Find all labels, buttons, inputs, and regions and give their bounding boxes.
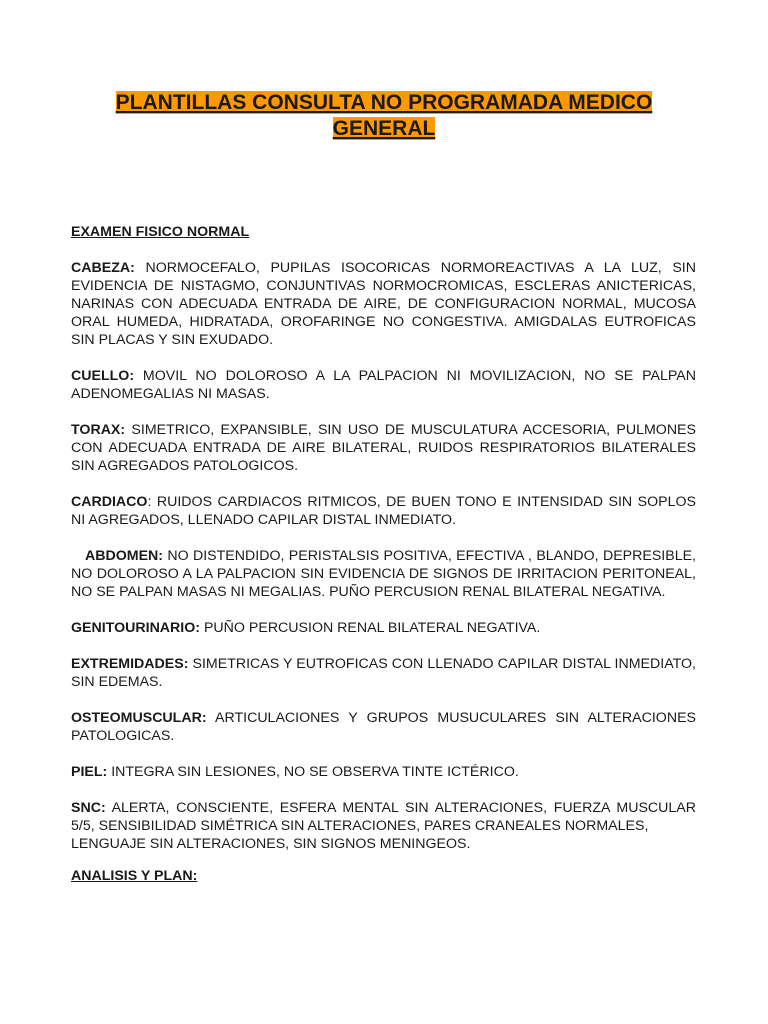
section-abdomen: [71, 547, 696, 601]
genitourinario-text: PUÑO PERCUSION RENAL BILATERAL NEGATIVA.: [200, 620, 541, 636]
torax-label: TORAX:: [71, 422, 126, 438]
document-body: [71, 223, 696, 903]
cuello-text: MOVIL NO DOLOROSO A LA PALPACION NI MOVILIZACION, NO SE PALPAN ADENOMEGALIAS NI MASAS.: [71, 368, 696, 402]
section-cuello: [71, 367, 696, 403]
title-line-1: PLANTILLAS CONSULTA NO PROGRAMADA MEDICO: [115, 91, 653, 114]
cabeza-text: NORMOCEFALO, PUPILAS ISOCORICAS NORMOREACTIVAS A LA LUZ, SIN EVIDENCIA DE NISTAGMO, CONJUNTIVAS NORMOCROMICAS, ESCLERAS ANICTERICAS, NARINAS CON ADECUADA ENTRADA DE AIRE, DE CONFIGURACION NORMAL, MUCOSA ORAL HUMEDA, HIDRATADA, OROFARINGE NO CONGESTIVA. AMIGDALAS EUTROFICAS SIN PLACAS Y SIN EXUDADO.: [71, 260, 696, 348]
document-title: [80, 90, 688, 142]
abdomen-text: NO DISTENDIDO, PERISTALSIS POSITIVA, EFECTIVA , BLANDO, DEPRESIBLE, NO DOLOROSO A LA PALPACION SIN EVIDENCIA DE SIGNOS DE IRRITACION PERITONEAL, NO SE PALPAN MASAS NI MEGALIAS. PUÑO PERCUSION RENAL BILATERAL NEGATIVA.: [71, 548, 696, 600]
section-extremidades: [71, 655, 696, 691]
osteomuscular-label: OSTEOMUSCULAR:: [71, 710, 207, 726]
osteomuscular-text: ARTICULACIONES Y GRUPOS MUSUCULARES SIN ALTERACIONES PATOLOGICAS.: [71, 710, 696, 744]
cabeza-label: CABEZA:: [71, 260, 135, 276]
cuello-label: CUELLO:: [71, 368, 135, 384]
section-piel: [71, 763, 696, 781]
section-snc: [71, 799, 696, 853]
abdomen-label: ABDOMEN:: [85, 548, 164, 564]
plan-heading-text: ANALISIS Y PLAN:: [71, 868, 198, 884]
cardiaco-text: : RUIDOS CARDIACOS RITMICOS, DE BUEN TONO E INTENSIDAD SIN SOPLOS NI AGREGADOS, LLENADO CAPILAR DISTAL INMEDIATO.: [71, 494, 696, 528]
snc-text: ALERTA, CONSCIENTE, ESFERA MENTAL SIN ALTERACIONES, FUERZA MUSCULAR 5/5, SENSIBILIDAD SIMÉTRICA SIN ALTERACIONES, PARES CRANEALES NORMALES,: [71, 800, 696, 834]
snc-label: SNC:: [71, 800, 106, 816]
genitourinario-label: GENITOURINARIO:: [71, 620, 201, 636]
cardiaco-label: CARDIACO: [71, 494, 148, 510]
section-osteomuscular: [71, 709, 696, 745]
extremidades-text: SIMETRICAS Y EUTROFICAS CON LLENADO CAPILAR DISTAL INMEDIATO, SIN EDEMAS.: [71, 656, 696, 690]
section-cardiaco: [71, 493, 696, 529]
piel-label: PIEL:: [71, 764, 108, 780]
plan-section-heading: [71, 867, 696, 885]
snc-text-line-2: LENGUAJE SIN ALTERACIONES, SIN SIGNOS MENINGEOS.: [71, 836, 471, 852]
title-line-2: GENERAL: [332, 117, 436, 140]
exam-heading-text: EXAMEN FISICO NORMAL: [71, 224, 250, 240]
section-genitourinario: [71, 619, 696, 637]
torax-text: SIMETRICO, EXPANSIBLE, SIN USO DE MUSCULATURA ACCESORIA, PULMONES CON ADECUADA ENTRADA DE AIRE BILATERAL, RUIDOS RESPIRATORIOS BILATERALES SIN AGREGADOS PATOLOGICOS.: [71, 422, 696, 474]
exam-section-heading: [71, 223, 696, 241]
piel-text: INTEGRA SIN LESIONES, NO SE OBSERVA TINTE ICTÉRICO.: [107, 764, 519, 780]
section-torax: [71, 421, 696, 475]
section-cabeza: [71, 259, 696, 349]
extremidades-label: EXTREMIDADES:: [71, 656, 189, 672]
